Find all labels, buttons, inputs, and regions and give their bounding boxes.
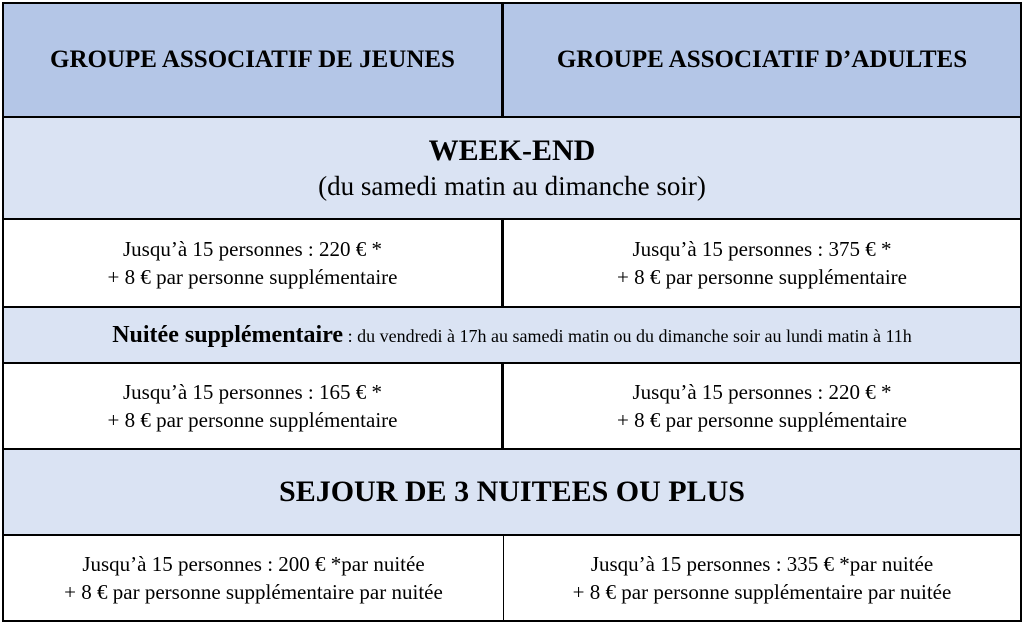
price-line: Jusqu’à 15 personnes : 220 € *	[123, 237, 382, 261]
weekend-title: WEEK-END	[428, 134, 596, 167]
nuitee-text	[112, 322, 912, 349]
weekend-price-jeunes	[4, 220, 504, 306]
price-line: + 8 € par personne supplémentaire par nuitée	[572, 580, 952, 604]
header-cell-jeunes	[4, 4, 504, 116]
price-line: Jusqu’à 15 personnes : 335 € *par nuitée	[590, 552, 934, 576]
sejour-title: SEJOUR DE 3 NUITEES OU PLUS	[279, 475, 745, 508]
sejour-price-adultes	[504, 536, 1020, 620]
nuitee-price-row	[4, 364, 1020, 450]
price-line: + 8 € par personne supplémentaire	[616, 265, 907, 289]
price-line: Jusqu’à 15 personnes : 165 € *	[123, 380, 382, 404]
header-adultes-label: GROUPE ASSOCIATIF D’ADULTES	[556, 46, 968, 73]
weekend-title-cell	[4, 118, 1020, 218]
sejour-price-row	[4, 536, 1020, 620]
price-line: + 8 € par personne supplémentaire par nuitée	[64, 580, 443, 604]
price-line: + 8 € par personne supplémentaire	[616, 408, 907, 432]
price-line: Jusqu’à 15 personnes : 220 € *	[632, 380, 892, 404]
sejour-title-row	[4, 450, 1020, 536]
sejour-price-jeunes	[4, 536, 504, 620]
nuitee-price-jeunes	[4, 364, 504, 448]
header-cell-adultes	[504, 4, 1020, 116]
tarifs-table	[2, 2, 1022, 622]
weekend-title-row	[4, 118, 1020, 220]
nuitee-title-cell	[4, 308, 1020, 362]
nuitee-title: Nuitée supplémentaire	[112, 321, 344, 348]
header-jeunes-label: GROUPE ASSOCIATIF DE JEUNES	[50, 46, 455, 73]
nuitee-desc: : du vendredi à 17h au samedi matin ou du dimanche soir au lundi matin à 11h	[343, 325, 912, 346]
nuitee-price-adultes	[504, 364, 1020, 448]
weekend-price-row	[4, 220, 1020, 308]
nuitee-title-row	[4, 308, 1020, 364]
weekend-subtitle: (du samedi matin au dimanche soir)	[318, 171, 706, 201]
price-line: Jusqu’à 15 personnes : 375 € *	[632, 237, 892, 261]
weekend-price-adultes	[504, 220, 1020, 306]
sejour-title-cell	[4, 450, 1020, 534]
price-line: Jusqu’à 15 personnes : 200 € *par nuitée	[82, 552, 425, 576]
price-line: + 8 € par personne supplémentaire	[107, 408, 398, 432]
header-row	[4, 4, 1020, 118]
price-line: + 8 € par personne supplémentaire	[107, 265, 398, 289]
